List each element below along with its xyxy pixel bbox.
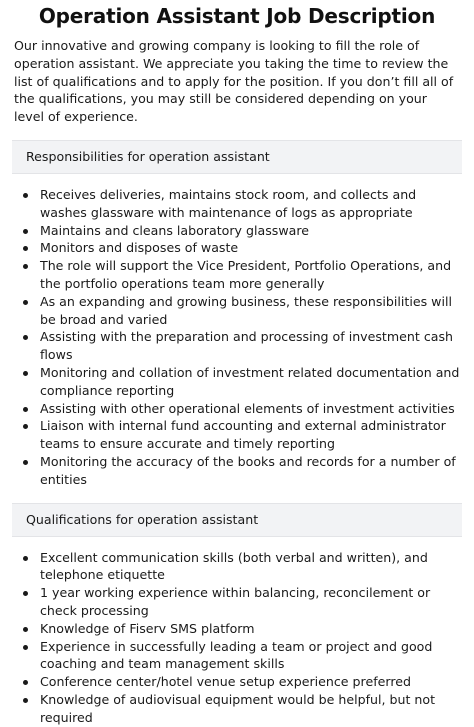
list-item-text: Monitoring and collation of investment related documentation and compliance reporting (40, 364, 460, 398)
bullet-icon (23, 407, 28, 412)
list-item-text: Assisting with the preparation and processing of investment cash flows (40, 329, 453, 363)
list-item (14, 584, 460, 620)
list-item-text: The role will support the Vice President, Portfolio Operations, and the portfolio operations team more generally (40, 258, 452, 291)
list-item (14, 691, 460, 727)
list-item-text: As an expanding and growing business, these responsibilities will be broad and varied (40, 293, 452, 327)
list-item (14, 239, 460, 257)
list-item (14, 328, 460, 364)
bullet-icon (23, 300, 28, 305)
bullet-icon (23, 424, 28, 429)
list-item-text: Monitoring the accuracy of the books and records for a number of entities (40, 453, 456, 487)
bullet-icon (23, 627, 28, 632)
bullet-icon (23, 680, 28, 685)
page-title: Operation Assistant Job Description (38, 4, 436, 28)
list-item (14, 293, 460, 329)
list-item (14, 673, 460, 691)
responsibilities-heading: Responsibilities for operation assistant (26, 149, 270, 165)
list-item (14, 417, 460, 453)
list-item-text: Conference center/hotel venue setup experience preferred (40, 674, 411, 690)
bullet-icon (23, 335, 28, 340)
bullet-icon (23, 591, 28, 596)
responsibilities-list (14, 186, 460, 489)
list-item-text: Assisting with other operational elements of investment activities (40, 400, 455, 416)
list-item (14, 400, 460, 418)
list-item (14, 638, 460, 674)
intro-paragraph: Our innovative and growing company is looking to fill the role of operation assistant. We appreciate you taking the time to review the list of qualifications and to apply for the position. If you don’t fill all of the qualifications, you may still be considered depending on your level of experience. (14, 38, 454, 125)
bullet-icon (23, 698, 28, 703)
list-item (14, 620, 460, 638)
list-item-text: Maintains and cleans laboratory glassware (40, 222, 309, 238)
bullet-icon (23, 371, 28, 376)
list-item (14, 257, 460, 293)
list-item-text: Receives deliveries, maintains stock room, and collects and washes glassware with maintenance of logs as appropriate (40, 186, 417, 220)
list-item-text: Knowledge of audiovisual equipment would be helpful, but not required (40, 691, 436, 725)
bullet-icon (23, 264, 28, 269)
list-item-text: Excellent communication skills (both verbal and written), and telephone etiquette (40, 549, 428, 583)
list-item (14, 453, 460, 489)
list-item-text: Liaison with internal fund accounting and external administrator teams to ensure accurate and timely reporting (40, 418, 446, 452)
list-item (14, 186, 460, 222)
bullet-icon (23, 645, 28, 650)
list-item (14, 222, 460, 240)
bullet-icon (23, 193, 28, 198)
bullet-icon (23, 246, 28, 251)
list-item (14, 364, 460, 400)
responsibilities-section-header (12, 140, 462, 174)
bullet-icon (23, 556, 28, 561)
list-item-text: Knowledge of Fiserv SMS platform (40, 620, 255, 636)
list-item-text: Experience in successfully leading a team or project and good coaching and team management skills (40, 638, 433, 672)
list-item-text: Monitors and disposes of waste (40, 240, 239, 256)
list-item-text: 1 year working experience within balancing, reconcilement or check processing (40, 585, 431, 618)
bullet-icon (23, 229, 28, 234)
qualifications-list (14, 549, 460, 727)
list-item (14, 549, 460, 585)
qualifications-section-header (12, 503, 462, 537)
bullet-icon (23, 460, 28, 465)
qualifications-heading: Qualifications for operation assistant (26, 512, 259, 528)
